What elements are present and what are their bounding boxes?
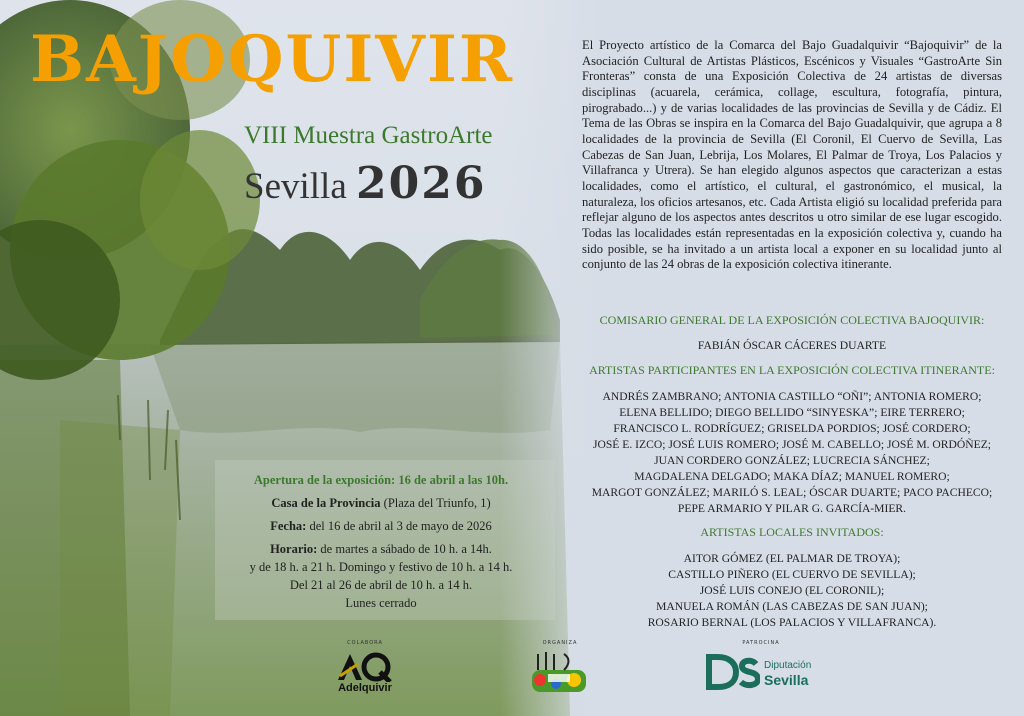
curator-section [570,312,1014,354]
gastroarte-logo-icon [526,650,594,696]
event-year: 2026 [356,158,487,209]
colabora-caption: COLABORA [347,640,383,646]
adelquivir-wordmark: Adelquivir [338,682,392,694]
poster-title: BAJOQUIVIR [30,22,515,97]
local-artists-section [570,524,1014,631]
colabora-logo-block [328,640,402,700]
schedule-block [222,540,540,612]
diputacion-label: Diputación [764,660,812,671]
schedule-line-2: y de 18 h. a 21 h. Domingo y festivo de 10 h. a 14 h. [249,560,513,574]
project-description: El Proyecto artístico de la Comarca del Bajo Guadalquivir “Bajoquivir” de la Asociación Cultural de Artistas Plásticos, Escénicos y Visuales “GastroArte Sin Fronteras” consta de una Exposición Colectiva de 24 artistas de diversas disciplinas (acuarela, cerámica, collage, escultura, fotografía, pintura, pirograbado...) y de varias localidades de las provincias de Sevilla y de Cádiz. El Tema de las Obras se inspira en la Comarca del Bajo Guadalquivir, que agrupa a 8 localidades de la provincia de Sevilla (El Coronil, El Cuervo de Sevilla, Las Cabezas de San Juan, Lebrija, Los Molares, El Palmar de Troya, Los Palacios y Villafranca y Utrera). Se han elegido algunos aspectos que caracterizan a estas localidades, como el artístico, el cultural, el gastronómico, el musical, la naturaleza, los oficios artesanos, etc. Cada Artista eligió su localidad preferida para reflejar alguno de los aspectos antes descritos u otro similar de ese lugar escogido. Todas las localidades están representadas en la exposición colectiva y, cuando ha sido posible, se ha invitado a un artista local a exponer en su localidad junto al conjunto de las 24 obras de la exposición colectiva itinerante. [582,38,1002,272]
venue-name: Casa de la Provincia [271,496,381,510]
date-value: del 16 de abril al 3 de mayo de 2026 [306,519,492,533]
patrocina-caption: PATROCINA [742,640,780,646]
date-line [222,517,540,535]
local-artist-line: JOSÉ LUIS CONEJO (EL CORONIL); [699,584,885,597]
participants-list [570,389,1014,517]
organiza-logo-block [522,640,598,700]
local-artist-line: ROSARIO BERNAL (LOS PALACIOS Y VILLAFRANCA). [647,616,937,629]
organiza-caption: ORGANIZA [542,640,578,646]
participants-line: PEPE ARMARIO Y PILAR G. GARCÍA-MIER. [677,502,907,515]
city-name: Sevilla [244,166,347,207]
diputacion-ds-icon [706,654,760,690]
participants-line: ELENA BELLIDO; DIEGO BELLIDO “SINYESKA”; EIRE TERRERO; [619,406,965,419]
schedule-line-3: Del 21 al 26 de abril de 10 h. a 14 h. [289,578,473,592]
local-artists-heading: ARTISTAS LOCALES INVITADOS: [700,525,884,539]
venue-detail: (Plaza del Triunfo, 1) [380,496,491,510]
participants-line: ANDRÉS ZAMBRANO; ANTONIA CASTILLO “OÑI”; ANTONIA ROMERO; [602,390,982,403]
participants-line: MARGOT GONZÁLEZ; MARILÓ S. LEAL; ÓSCAR DUARTE; PACO PACHECO; [591,486,993,499]
patrocina-logo-block [706,640,816,700]
schedule-label: Horario: [270,542,318,556]
participants-section [570,362,1014,517]
local-artist-line: AITOR GÓMEZ (EL PALMAR DE TROYA); [683,552,901,565]
curator-name: FABIÁN ÓSCAR CÁCERES DUARTE [697,339,887,352]
opening-line: Apertura de la exposición: 16 de abril a las 10h. [253,473,509,487]
exhibition-info [222,471,540,617]
schedule-line-1: de martes a sábado de 10 h. a 14h. [317,542,492,556]
local-artist-line: CASTILLO PIÑERO (EL CUERVO DE SEVILLA); [668,568,916,581]
participants-line: MAGDALENA DELGADO; MAKA DÍAZ; MANUEL ROMERO; [634,470,950,483]
event-subtitle: VIII Muestra GastroArte [244,122,493,149]
city-year [244,158,486,209]
curator-heading: COMISARIO GENERAL DE LA EXPOSICIÓN COLECTIVA BAJOQUIVIR: [599,313,985,327]
date-label: Fecha: [270,519,307,533]
sevilla-label: Sevilla [764,672,809,688]
venue-line [222,494,540,512]
participants-line: FRANCISCO L. RODRÍGUEZ; GRISELDA PORDIOS; JOSÉ CORDERO; [613,422,971,435]
local-artist-line: MANUELA ROMÁN (LAS CABEZAS DE SAN JUAN); [656,600,928,613]
participants-heading: ARTISTAS PARTICIPANTES EN LA EXPOSICIÓN COLECTIVA ITINERANTE: [589,363,995,377]
schedule-line-4: Lunes cerrado [345,596,417,610]
participants-line: JUAN CORDERO GONZÁLEZ; LUCRECIA SÁNCHEZ; [654,454,930,467]
participants-line: JOSÉ E. IZCO; JOSÉ LUIS ROMERO; JOSÉ M. CABELLO; JOSÉ M. ORDÓÑEZ; [592,438,992,451]
local-artists-list [570,551,1014,631]
aq-logo-icon [336,652,394,682]
